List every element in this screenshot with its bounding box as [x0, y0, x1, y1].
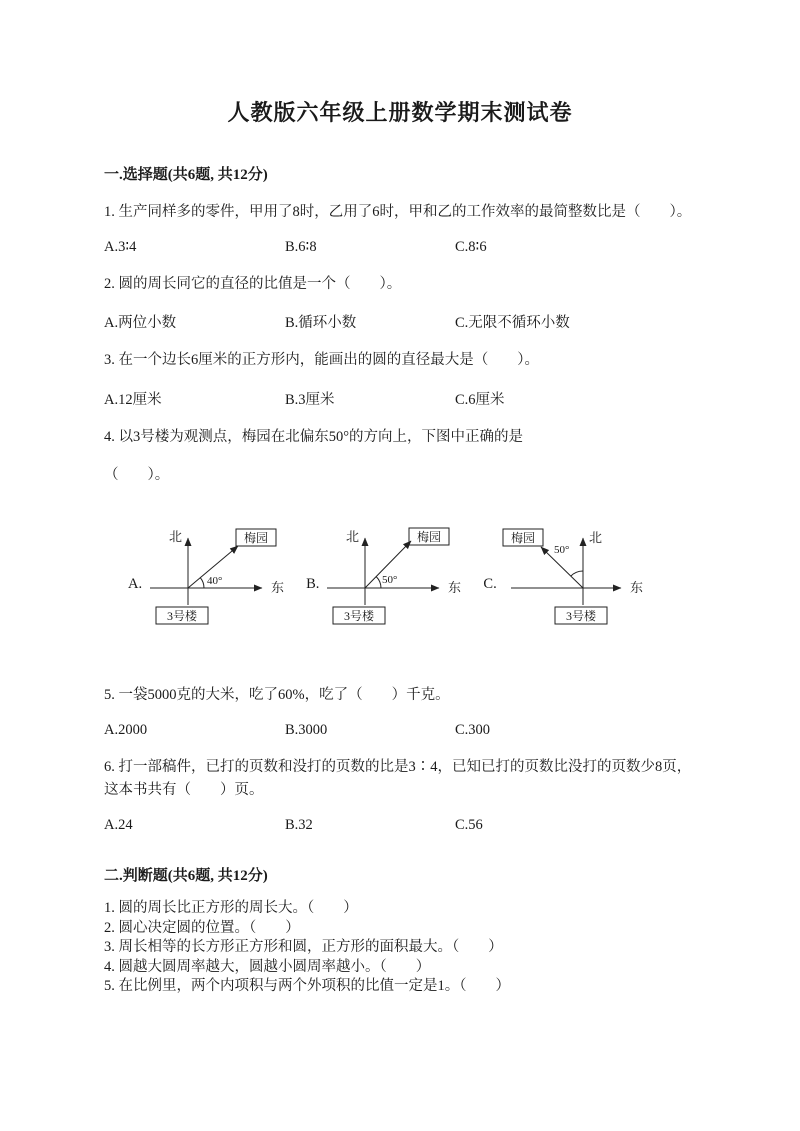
place-label: 梅园	[417, 529, 442, 544]
question-4-diagrams	[128, 526, 696, 628]
question-2-option-b: B.循环小数	[285, 315, 357, 332]
diagram-c-letter: C.	[483, 575, 497, 592]
diagram-a-letter: A.	[128, 575, 143, 592]
question-2-option-a: A.两位小数	[104, 315, 177, 332]
compass-diagram-c	[499, 526, 651, 628]
judge-item-1: 1. 圆的周长比正方形的周长大。（ ）	[104, 900, 358, 917]
east-label: 东	[629, 579, 643, 595]
question-1-option-a: A.3∶4	[104, 239, 137, 256]
angle-label: 50°	[382, 573, 398, 586]
question-5-option-c: C.300	[455, 721, 491, 738]
section-choice-heading: 一.选择题(共6题, 共12分)	[104, 167, 268, 183]
question-3-option-b: B.3厘米	[285, 391, 335, 408]
question-1-option-b: B.6∶8	[285, 239, 317, 256]
compass-diagram-a	[144, 526, 296, 628]
question-6-options	[104, 817, 696, 834]
angle-label: 50°	[553, 543, 570, 556]
diagram-b	[306, 526, 473, 628]
question-2-text: 2. 圆的周长同它的直径的比值是一个（ ）。	[104, 276, 402, 293]
question-4-answer-parens: （ ）。	[104, 466, 170, 483]
diagram-b-letter: B.	[306, 575, 320, 592]
north-label: 北	[588, 529, 602, 545]
question-5-options	[104, 722, 696, 739]
question-1-text: 1. 生产同样多的零件，甲用了8时，乙用了6时，甲和乙的工作效率的最简整数比是（ ）。	[104, 204, 692, 220]
paper-title: 人教版六年级上册数学期末测试卷	[227, 100, 573, 125]
building-label: 3号楼	[344, 608, 375, 623]
question-4-text: 4. 以3号楼为观测点，梅园在北偏东50°的方向上，下图中正确的是	[104, 428, 524, 445]
judge-item-3: 3. 周长相等的长方形正方形和圆，正方形的面积最大。（ ）	[104, 939, 503, 956]
judge-item-5: 5. 在比例里，两个内项积与两个外项积的比值一定是1。（ ）	[104, 978, 510, 994]
question-3-options	[104, 388, 696, 409]
section-judge-heading: 二.判断题(共6题, 共12分)	[104, 868, 268, 885]
question-5-text: 5. 一袋5000克的大米，吃了60%，吃了（ ）千克。	[104, 686, 450, 703]
north-label: 北	[169, 528, 183, 544]
question-5-option-a: A.2000	[104, 721, 148, 738]
north-label: 北	[346, 528, 360, 544]
judge-item-2: 2. 圆心决定圆的位置。（ ）	[104, 919, 300, 936]
east-label: 东	[271, 579, 285, 595]
question-1-options	[104, 239, 696, 256]
building-label: 3号楼	[167, 608, 198, 623]
question-3-text: 3. 在一个边长6厘米的正方形内，能画出的圆的直径最大是（ ）。	[104, 352, 539, 369]
building-label: 3号楼	[565, 608, 596, 623]
judge-question-list	[104, 899, 696, 996]
diagram-a	[128, 526, 296, 628]
judge-item-4: 4. 圆越大圆周率越大，圆越小圆周率越小。（ ）	[104, 958, 431, 975]
diagram-c	[483, 526, 650, 628]
question-6-option-c: C.56	[455, 817, 483, 834]
question-2-option-c: C.无限不循环小数	[455, 315, 570, 332]
question-6-option-b: B.32	[285, 817, 313, 834]
place-label: 梅园	[510, 530, 535, 545]
angle-label: 40°	[207, 574, 223, 587]
question-1-option-c: C.8∶6	[455, 239, 487, 256]
question-6-text: 6. 打一部稿件，已打的页数和没打的页数的比是3∶4，已知已打的页数比没打的页数少8页，这本书共有（ ）页。	[104, 758, 692, 799]
question-6-option-a: A.24	[104, 817, 133, 834]
question-2-options	[104, 311, 696, 332]
question-5-option-b: B.3000	[285, 721, 328, 738]
east-label: 东	[448, 579, 462, 595]
compass-diagram-b	[321, 526, 473, 628]
question-3-option-a: A.12厘米	[104, 391, 162, 408]
place-label: 梅园	[244, 530, 269, 545]
question-3-option-c: C.6厘米	[455, 391, 505, 408]
